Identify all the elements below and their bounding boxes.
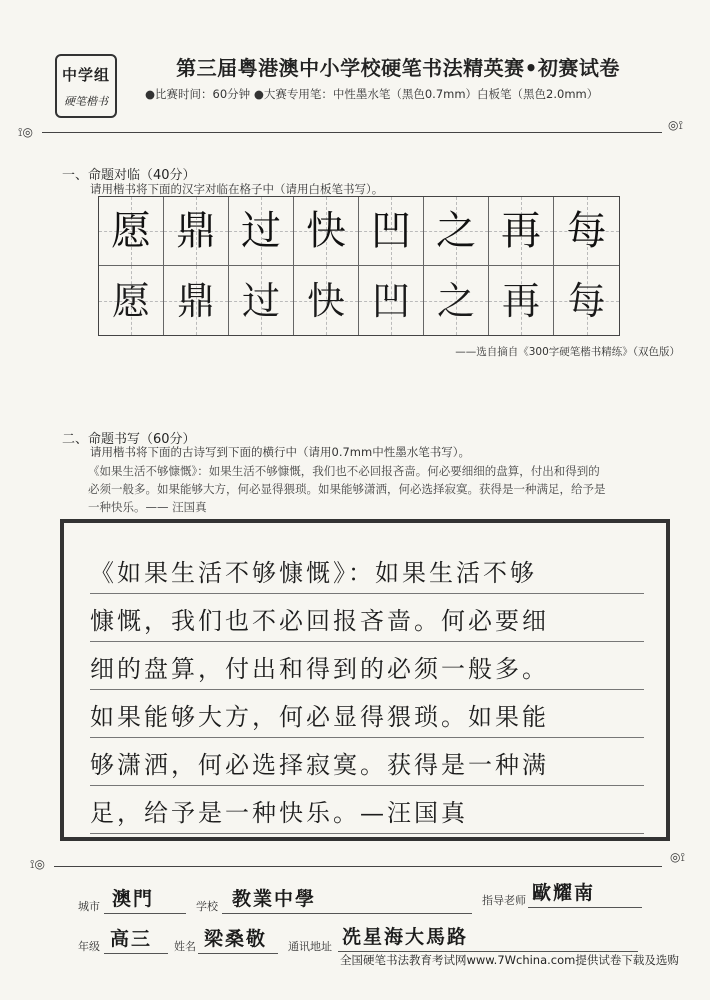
- group-badge: [55, 54, 117, 118]
- website-note: 全国硬笔书法教育考试网www.7Wchina.com提供试卷下载及选购: [340, 953, 679, 967]
- section2-instruction: 请用楷书将下面的古诗写到下面的横行中（请用0.7mm中性墨水笔书写）。: [90, 445, 470, 459]
- scroll-ornament-icon: ◎⟟: [668, 118, 683, 132]
- poem-line: 一种快乐。—— 汪国真: [88, 500, 207, 514]
- badge-group: 中学组: [61, 66, 110, 84]
- model-char-cell: 再: [489, 197, 554, 266]
- name-label: 姓名: [174, 940, 196, 953]
- city-value: 澳門: [112, 888, 155, 910]
- source-citation: ——选自摘自《300字硬笔楷书精练》（双色版）: [455, 346, 680, 358]
- badge-category: 硬笔楷书: [64, 95, 108, 108]
- address-value: 冼星海大馬路: [342, 926, 469, 948]
- page-title: 第三届粤港澳中小学校硬笔书法精英赛•初赛试卷: [176, 56, 620, 80]
- section1-title: 一、命题对临（40分）: [62, 168, 196, 183]
- grade-underline: [104, 953, 168, 954]
- writing-area: [60, 519, 670, 841]
- handwritten-line: 《如果生活不够慷慨》：如果生活不够: [90, 553, 644, 594]
- poem-line: 必须一般多。如果能够大方，何必显得猥琐。如果能够潇洒，何必选择寂寞。获得是一种满足，给予是: [88, 482, 606, 496]
- address-label: 通讯地址: [288, 940, 332, 953]
- model-char-cell: 之: [424, 197, 489, 266]
- model-char-cell: 凹: [359, 197, 424, 266]
- name-underline: [198, 953, 278, 954]
- grade-value: 高三: [110, 928, 153, 950]
- handwritten-line: 慷慨，我们也不必回报吝啬。何必要细: [90, 601, 644, 642]
- scroll-ornament-icon: ◎⟟: [670, 850, 685, 864]
- section2-title: 二、命题书写（60分）: [62, 432, 196, 447]
- handwritten-line: 够潇洒，何必选择寂寞。获得是一种满: [90, 745, 644, 786]
- copied-char-cell: 每: [554, 266, 619, 335]
- copied-char-cell: 愿: [99, 266, 164, 335]
- copied-char-cell: 凹: [359, 266, 424, 335]
- model-char-cell: 愿: [99, 197, 164, 266]
- model-char-cell: 快: [294, 197, 359, 266]
- handwritten-line: 如果能够大方，何必显得猥琐。如果能: [90, 697, 644, 738]
- teacher-underline: [528, 907, 642, 908]
- model-char-cell: 每: [554, 197, 619, 266]
- city-underline: [104, 913, 186, 914]
- handwritten-line: 细的盘算，付出和得到的必须一般多。: [90, 649, 644, 690]
- name-value: 梁桑敬: [204, 928, 268, 950]
- handwritten-line: 足，给予是一种快乐。—汪国真: [90, 793, 644, 834]
- copied-char-cell: 鼎: [164, 266, 229, 335]
- poem-text: [88, 462, 670, 516]
- teacher-label: 指导老师: [482, 894, 526, 907]
- teacher-value: 歐耀南: [532, 882, 596, 904]
- city-label: 城市: [78, 900, 100, 913]
- exam-info: ●比赛时间：60分钟 ●大赛专用笔：中性墨水笔（黑色0.7mm）白板笔（黑色2.0mm）: [145, 87, 599, 101]
- section1-instruction: 请用楷书将下面的汉字对临在格子中（请用白板笔书写）。: [90, 182, 384, 196]
- scroll-ornament-icon: ⟟◎: [18, 125, 33, 139]
- school-value: 教業中學: [232, 888, 317, 910]
- header-divider: [42, 132, 662, 133]
- copy-grid: [98, 196, 620, 336]
- copied-char-cell: 快: [294, 266, 359, 335]
- model-char-cell: 鼎: [164, 197, 229, 266]
- grade-label: 年级: [78, 940, 100, 953]
- copied-char-cell: 之: [424, 266, 489, 335]
- copied-char-cell: 再: [489, 266, 554, 335]
- scroll-ornament-icon: ⟟◎: [30, 857, 45, 871]
- copied-char-cell: 过: [229, 266, 294, 335]
- model-char-cell: 过: [229, 197, 294, 266]
- footer-divider: [54, 866, 662, 867]
- poem-line: 《如果生活不够慷慨》：如果生活不够慷慨，我们也不必回报吝啬。何必要细细的盘算，付出和得到的: [88, 464, 600, 478]
- school-label: 学校: [196, 900, 218, 913]
- school-underline: [222, 913, 472, 914]
